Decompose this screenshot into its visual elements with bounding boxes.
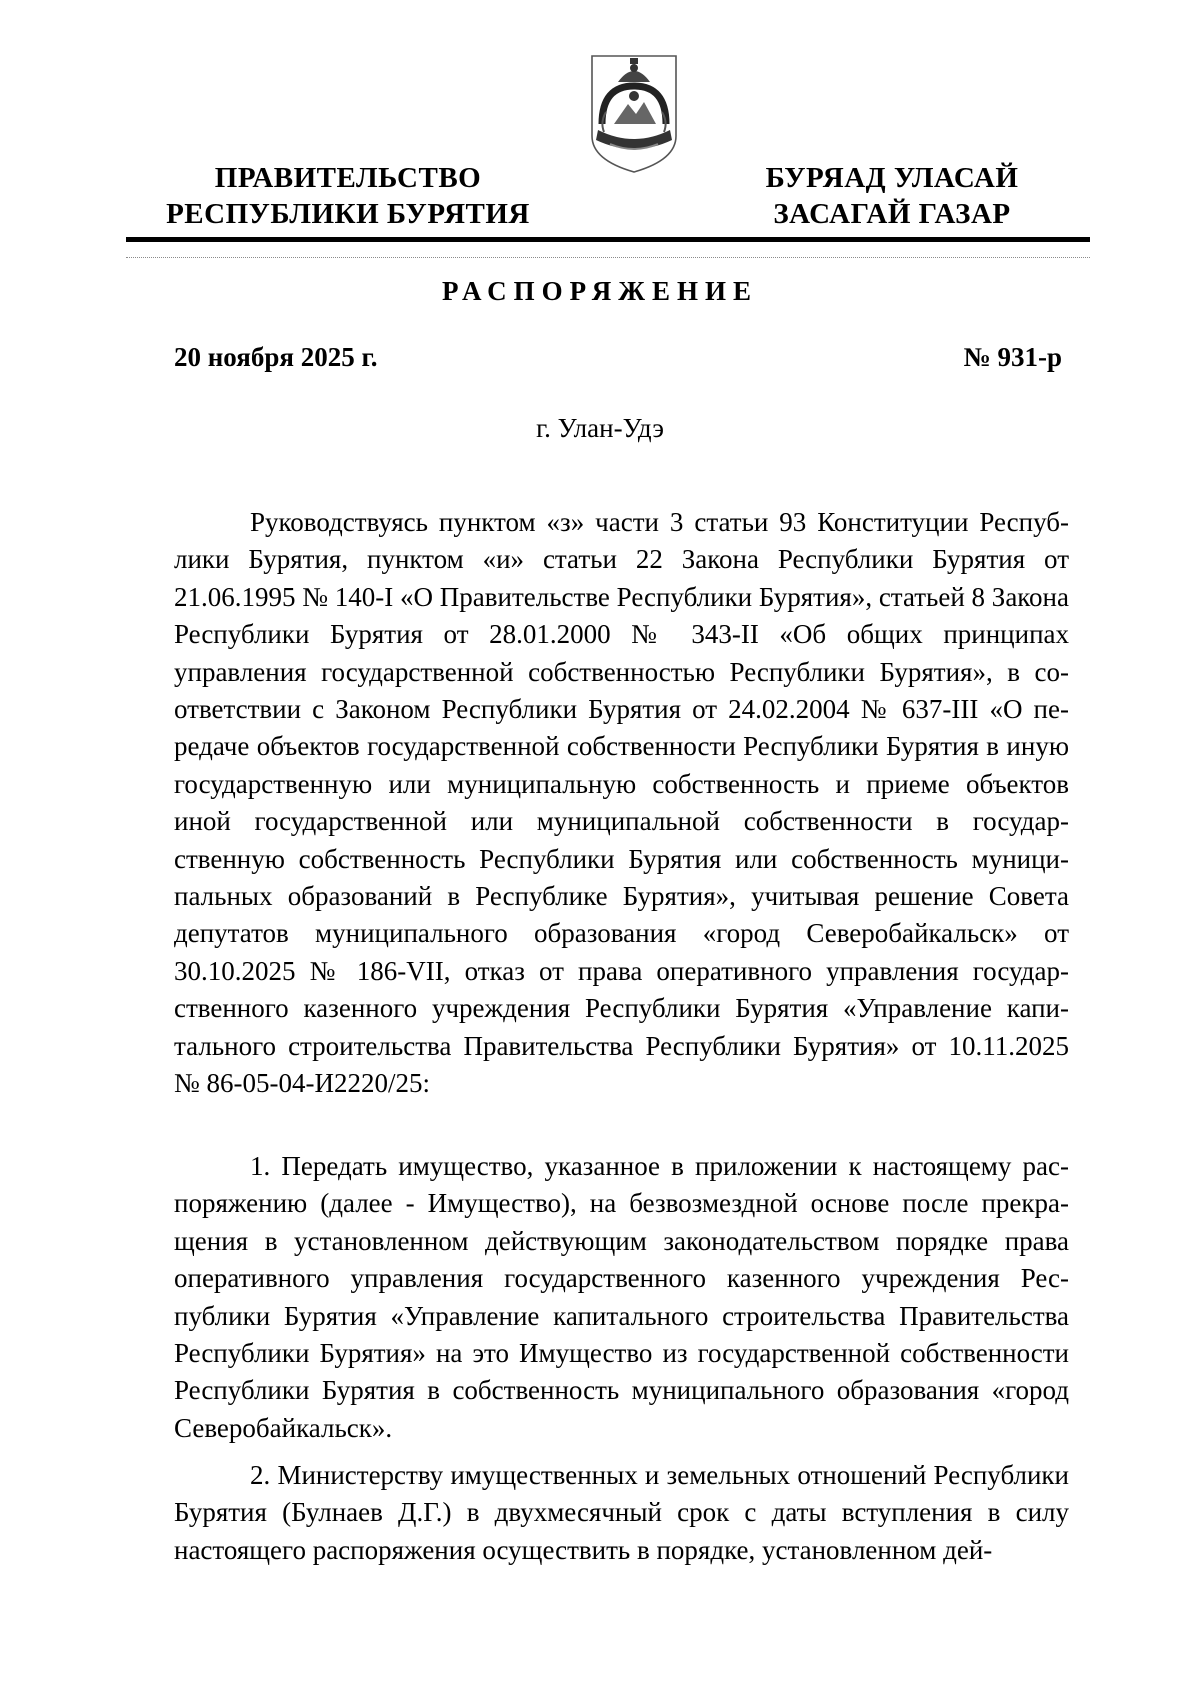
item-1-paragraph: [174, 1148, 1069, 1447]
item-2-text: 2. Министерству имущественных и земельных отношений Республики Бурятия (Булнаев Д.Г.) в двухмесячный срок с даты вступления в силу настоящего распоряжения осуществить в порядке, установленном дей-: [174, 1460, 1069, 1565]
document-city: г. Улан-Удэ: [536, 413, 664, 443]
header-divider-thick: [126, 237, 1090, 242]
org-left-line2: РЕСПУБЛИКИ БУРЯТИЯ: [166, 198, 530, 230]
document-title: РАСПОРЯЖЕНИЕ: [441, 276, 759, 306]
preamble-paragraph: [174, 504, 1069, 1103]
org-right-line1: БУРЯАД УЛАСАЙ: [765, 162, 1019, 194]
header-divider-thin: [126, 257, 1090, 258]
preamble-text: Руководствуясь пунктом «з» части 3 статьи 93 Конституции Республики Бурятия, пунктом «и» статьи 22 Закона Республики Бурятия от 21.06.1995 № 140-I «О Правительстве Республики Бурятия», статьей 8 Закона Республики Бурятия от 28.01.2000 № 343-II «Об общих принципах управления государственной собственностью Республики Бурятия», в соответствии с Законом Республики Бурятия от 24.02.2004 № 637-III «О передаче объектов государственной собственности Республики Бурятия в иную государственную или муниципальную собственность и приеме объектов иной государственной или муниципальной собственности в государственную собственность Республики Бурятия или собственность муниципальных образований в Республике Бурятия», учитывая решение Совета депутатов муниципального образования «город Северобайкальск» от 30.10.2025 № 186-VII, отказ от права оперативного управления государственного казенного учреждения Республики Бурятия «Управление капитального строительства Правительства Республики Бурятия» от 10.11.2025 № 86-05-04-И2220/25:: [174, 507, 1069, 1099]
org-right-line2: ЗАСАГАЙ ГАЗАР: [773, 198, 1011, 230]
organization-name-russian: [160, 160, 536, 232]
item-1-text: 1. Передать имущество, указанное в приложении к настоящему распоряжению (далее - Имущество), на безвозмездной основе после прекращения в установленном действующим законодательством порядке права оперативного управления государственного казенного учреждения Республики Бурятия «Управление капитального строительства Правительства Республики Бурятия» на это Имущество из государственной собственности Республики Бурятия в собственность муниципального образования «город Северобайкальск».: [174, 1151, 1069, 1443]
document-number: № 931-р: [963, 342, 1062, 372]
coat-of-arms-icon: [588, 52, 680, 176]
organization-name-buryat: [742, 160, 1042, 232]
item-2-paragraph: [174, 1457, 1069, 1569]
document-date: 20 ноября 2025 г.: [174, 342, 378, 372]
org-left-line1: ПРАВИТЕЛЬСТВО: [214, 162, 482, 194]
